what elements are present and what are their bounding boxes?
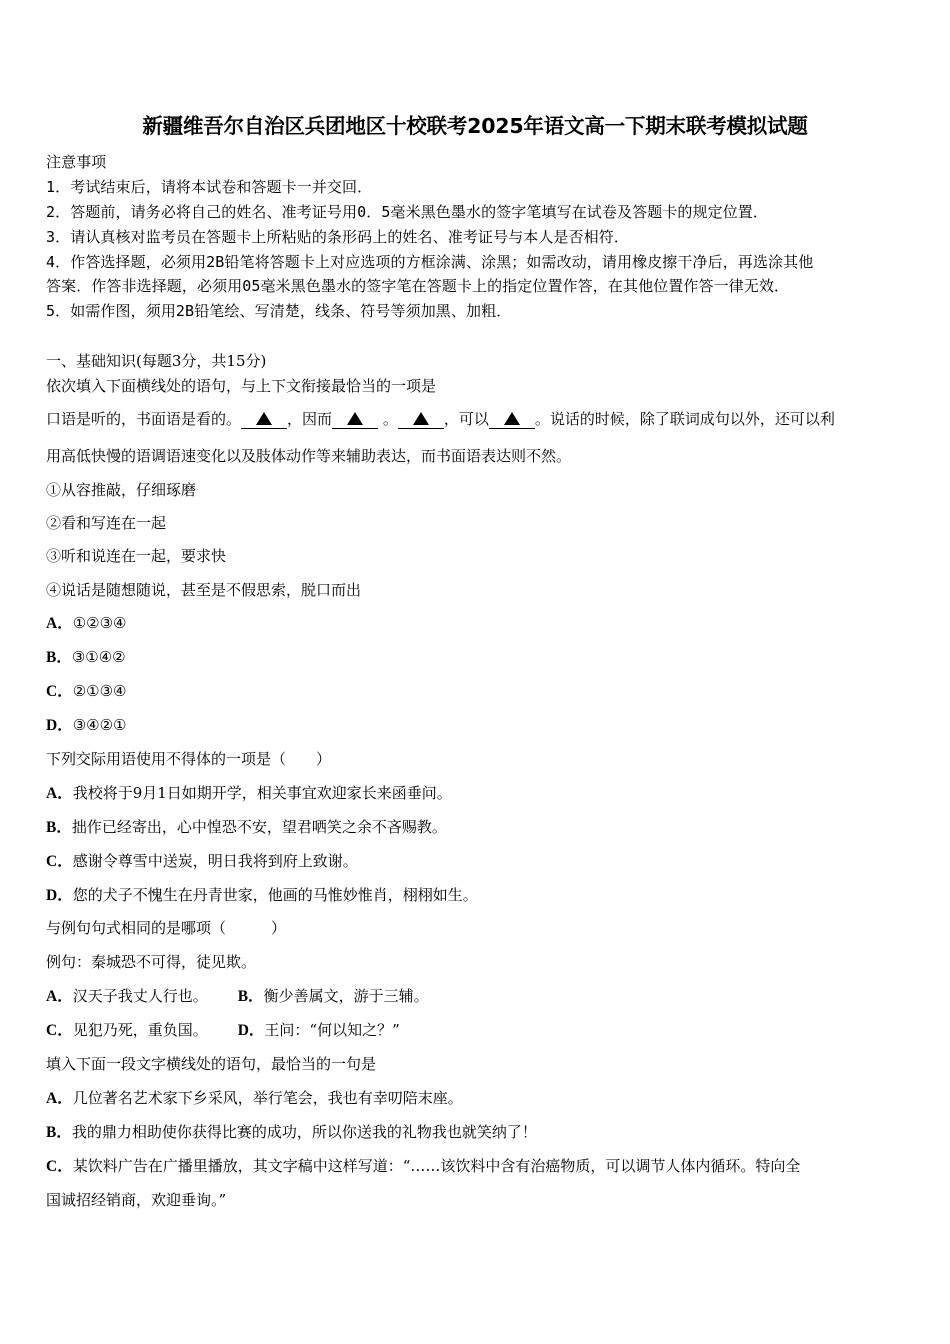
option-text: ③④②①: [72, 716, 127, 734]
q1-option-c[interactable]: [46, 680, 127, 703]
option-letter: D．: [237, 1022, 265, 1039]
answer-blank-3: [398, 412, 444, 429]
triangle-marker-icon: [504, 412, 520, 425]
option-letter: C．: [46, 1158, 73, 1175]
option-text: 拙作已经寄出，心中惶恐不安，望君哂笑之余不吝赐教。: [71, 818, 447, 836]
q3-option-a[interactable]: [46, 987, 208, 1005]
triangle-marker-icon: [413, 412, 429, 425]
option-text: 衡少善属文，游于三辅。: [263, 987, 429, 1005]
q4-option-c[interactable]: [46, 1155, 800, 1178]
option-letter: A．: [46, 1090, 73, 1107]
option-text: 某饮料广告在广播里播放，其文字稿中这样写道：“……该饮料中含有治癌物质，可以调节人体内循环。特向全: [72, 1157, 801, 1175]
option-letter: B．: [46, 819, 72, 836]
option-letter: A．: [46, 785, 73, 802]
option-text: 感谢令尊雪中送炭，明日我将到府上致谢。: [72, 852, 358, 870]
answer-blank-4: [489, 412, 535, 429]
q4-stem: 填入下面一段文字横线处的语句，最恰当的一句是: [46, 1055, 377, 1073]
option-text: ③①④②: [71, 648, 126, 666]
answer-blank-2: [332, 412, 378, 429]
q1-statement-1: ①从容推敲，仔细琢磨: [46, 481, 197, 499]
option-text: 我的鼎力相助使你获得比赛的成功，所以你送我的礼物我也就笑纳了！: [71, 1123, 537, 1141]
q1-stem: 依次填入下面横线处的语句，与上下文衔接最恰当的一项是: [46, 377, 437, 395]
q1-statement-4: ④说话是随想随说，甚至是不假思索，脱口而出: [46, 581, 362, 599]
note-item-2: 2．答题前，请务必将自己的姓名、准考证号用0．5毫米黑色墨水的签字笔填写在试卷及答题卡的规定位置．: [46, 203, 768, 221]
option-text: 汉天子我丈人行也。: [72, 987, 208, 1005]
option-letter: C．: [46, 1022, 73, 1039]
note-item-4: 4．作答选择题，必须用2B铅笔将答题卡上对应选项的方框涂满、涂黑；如需改动，请用橡皮擦干净后，再选涂其他: [46, 253, 814, 271]
option-letter: B．: [237, 988, 264, 1005]
q1-option-a[interactable]: [46, 612, 127, 635]
q1-passage-line1: [46, 408, 835, 430]
q3-options-row-2: [46, 1019, 400, 1042]
option-letter: A．: [46, 988, 73, 1005]
section-heading: 一、基础知识(每题3分，共15分): [46, 352, 267, 370]
q3-option-d[interactable]: [238, 1021, 400, 1039]
note-item-4-cont: 答案．作答非选择题，必须用05毫米黑色墨水的签字笔在答题卡上的指定位置作答，在其他位置作答一律无效．: [46, 277, 790, 295]
option-letter: C．: [46, 683, 73, 700]
q3-option-b[interactable]: [238, 987, 429, 1005]
notes-heading: 注意事项: [46, 153, 107, 171]
option-letter: A．: [46, 615, 73, 632]
option-text: 您的犬子不愧生在丹青世家，他画的马惟妙惟肖，栩栩如生。: [72, 886, 478, 904]
q2-option-b[interactable]: [46, 816, 447, 839]
option-text: 王问：“何以知之？”: [264, 1021, 400, 1039]
document-title: 新疆维吾尔自治区兵团地区十校联考2025年语文高一下期末联考模拟试题: [142, 114, 808, 138]
option-text: 我校将于9月1日如期开学，相关事宜欢迎家长来函垂问。: [72, 784, 452, 802]
q1-passage-line2: 用高低快慢的语调语速变化以及肢体动作等来辅助表达，而书面语表达则不然。: [46, 447, 572, 465]
note-item-1: 1．考试结束后，请将本试卷和答题卡一并交回．: [46, 178, 373, 196]
q1-option-b[interactable]: [46, 646, 126, 669]
q4-option-b[interactable]: [46, 1121, 537, 1144]
q4-option-a[interactable]: [46, 1087, 463, 1110]
q2-option-a[interactable]: [46, 782, 452, 805]
q3-options-row-1: [46, 985, 429, 1008]
q2-option-d[interactable]: [46, 884, 478, 907]
q4-option-c-cont: 国诚招经销商，欢迎垂询。”: [46, 1191, 227, 1209]
q2-stem: 下列交际用语使用不得体的一项是（ ）: [46, 750, 332, 768]
option-text: ①②③④: [72, 614, 127, 632]
option-text: 见犯乃死，重负国。: [72, 1021, 208, 1039]
triangle-marker-icon: [256, 412, 272, 425]
q3-stem: 与例句句式相同的是哪项（ ）: [46, 919, 287, 937]
note-item-3: 3．请认真核对监考员在答题卡上所粘贴的条形码上的姓名、准考证号与本人是否相符．: [46, 228, 629, 246]
note-item-5: 5．如需作图，须用2B铅笔绘、写清楚，线条、符号等须加黑、加粗．: [46, 302, 512, 320]
q1-passage-part1: 口语是听的，书面语是看的。: [46, 410, 242, 428]
answer-blank-1: [241, 412, 287, 429]
option-letter: C．: [46, 853, 73, 870]
q1-passage-part5: 。说话的时候，除了联词成句以外，还可以利: [534, 410, 835, 428]
q1-statement-3: ③听和说连在一起，要求快: [46, 547, 227, 565]
option-text: ②①③④: [72, 682, 127, 700]
triangle-marker-icon: [347, 412, 363, 425]
option-text: 几位著名艺术家下乡采风，举行笔会，我也有幸叨陪末座。: [72, 1089, 463, 1107]
q1-passage-part3: 。: [382, 410, 398, 428]
q3-example: 例句：秦城恐不可得，徒见欺。: [46, 953, 257, 971]
q1-passage-part2: ，因而: [287, 410, 333, 428]
option-letter: B．: [46, 1124, 72, 1141]
q2-option-c[interactable]: [46, 850, 358, 873]
q1-passage-part4: ，可以: [443, 410, 489, 428]
option-letter: D．: [46, 887, 73, 904]
option-letter: D．: [46, 717, 73, 734]
q3-option-c[interactable]: [46, 1021, 208, 1039]
q1-statement-2: ②看和写连在一起: [46, 514, 167, 532]
q1-option-d[interactable]: [46, 714, 127, 737]
option-letter: B．: [46, 649, 72, 666]
